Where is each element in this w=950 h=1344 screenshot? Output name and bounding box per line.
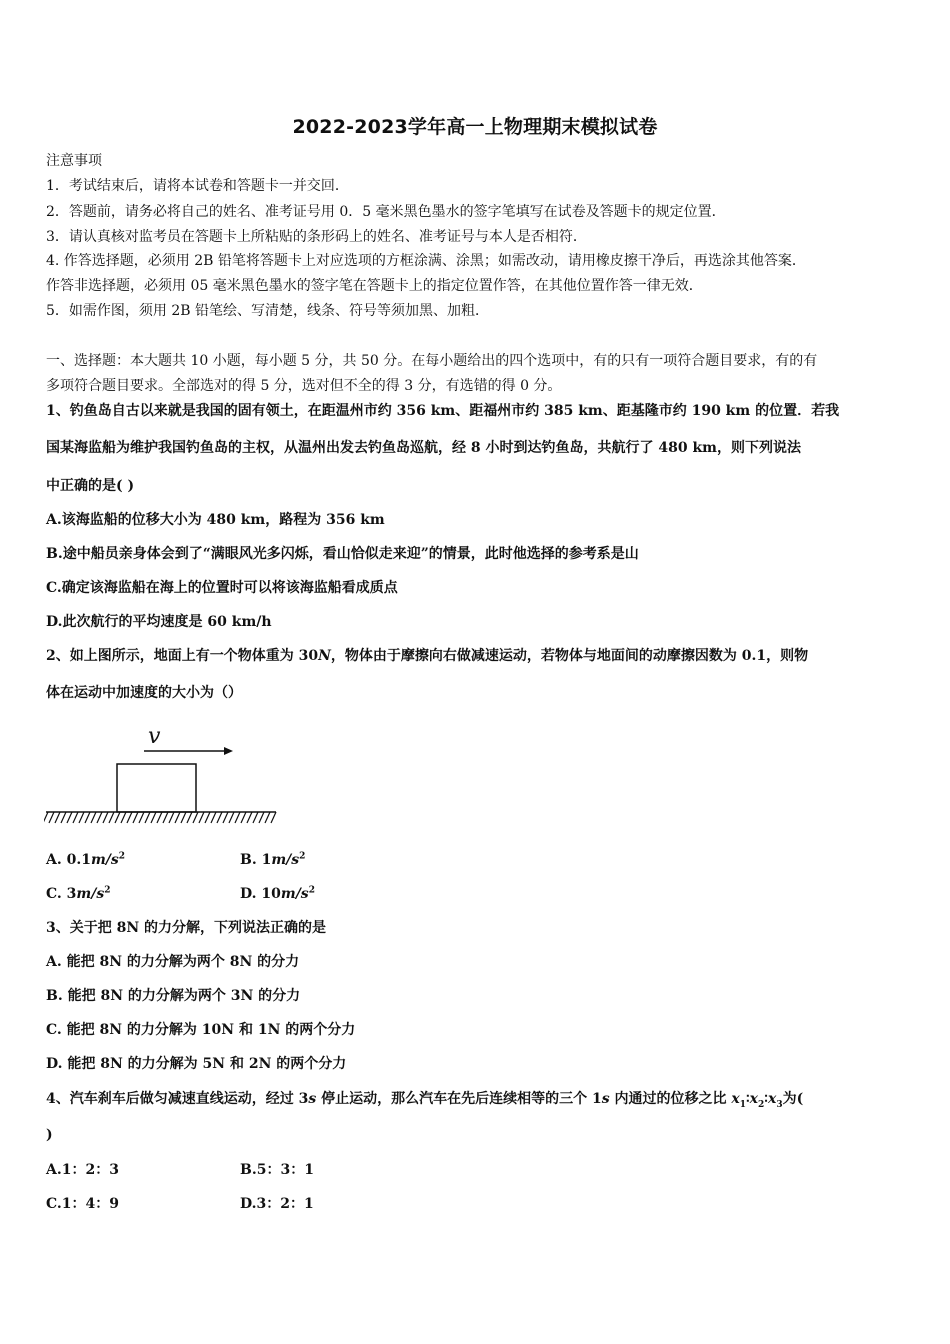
q4-stem-line2: ) (46, 1127, 53, 1143)
q1-stem-line1: 1、钓鱼岛自古以来就是我国的固有领土，在距温州市约 356 km、距福州市约 385 km、距基隆市约 190 km 的位置．若我 (46, 403, 840, 419)
q1-option-b: B.途中船员亲身体会到了“满眼风光多闪烁，看山恰似走来迎”的情景，此时他选择的参考系是山 (46, 546, 639, 562)
notes-item-5: 5．如需作图，须用 2B 铅笔绘、写清楚，线条、符号等须加黑、加粗． (46, 303, 490, 319)
q4-options-row1 (46, 1160, 314, 1180)
block-on-ground-diagram (44, 724, 284, 830)
section-heading-line2: 多项符合题目要求。全部选对的得 5 分，选对但不全的得 3 分，有选错的得 0 分。 (46, 378, 562, 394)
q2-option-c: C. $3m/s^2$ (46, 885, 111, 902)
q4-option-d: D.3：2：1 (240, 1196, 314, 1212)
page-title: 2022-2023学年高一上物理期末模拟试卷 (292, 116, 658, 138)
notes-item-4-cont: 作答非选择题，必须用 05 毫米黑色墨水的签字笔在答题卡上的指定位置作答，在其他位置作答一律无效． (46, 278, 703, 294)
block-shape (117, 764, 196, 812)
q4-option-c: C.1：4：9 (46, 1196, 119, 1212)
notes-heading: 注意事项 (46, 153, 102, 169)
notes-item-3: 3．请认真核对监考员在答题卡上所粘贴的条形码上的姓名、准考证号与本人是否相符． (46, 229, 587, 245)
q1-stem-line3: 中正确的是( ) (46, 478, 135, 494)
q4-stem-line1: 4、汽车刹车后做匀减速直线运动，经过 3s 停止运动，那么汽车在先后连续相等的三个 1s 内通过的位移之比 $x_1∶x_2∶x_3$为( (46, 1091, 804, 1110)
q1-stem-line2: 国某海监船为维护我国钓鱼岛的主权，从温州出发去钓鱼岛巡航，经 8 小时到达钓鱼岛，共航行了 480 km，则下列说法 (46, 440, 801, 456)
q2-option-d: D. $10m/s^2$ (240, 885, 315, 902)
q3-stem: 3、关于把 8N 的力分解，下列说法正确的是 (46, 920, 327, 936)
q2-options-row2 (46, 884, 315, 904)
velocity-label: v (148, 724, 161, 749)
q1-option-c: C.确定该海监船在海上的位置时可以将该海监船看成质点 (46, 580, 398, 596)
q4-option-a: A.1：2：3 (46, 1162, 119, 1178)
section-heading-line1: 一、选择题：本大题共 10 小题，每小题 5 分，共 50 分。在每小题给出的四个选项中，有的只有一项符合题目要求，有的有 (46, 353, 818, 369)
q2-options-row1 (46, 850, 306, 870)
q3-option-d: D. 能把 8N 的力分解为 5N 和 2N 的两个分力 (46, 1056, 347, 1072)
q3-option-b: B. 能把 8N 的力分解为两个 3N 的分力 (46, 988, 301, 1004)
q2-option-b: B. $1m/s^2$ (240, 851, 306, 868)
ground-hatch (44, 812, 276, 823)
notes-item-1: 1．考试结束后，请将本试卷和答题卡一并交回． (46, 178, 349, 194)
q4-options-row2 (46, 1194, 314, 1214)
notes-item-4: 4. 作答选择题，必须用 2B 铅笔将答题卡上对应选项的方框涂满、涂黑；如需改动，请用橡皮擦干净后，再选涂其他答案． (46, 253, 806, 269)
q1-option-d: D.此次航行的平均速度是 60 km/h (46, 614, 272, 630)
q4-option-b: B.5：3：1 (240, 1162, 314, 1178)
q1-option-a: A.该海监船的位移大小为 480 km，路程为 356 km (46, 512, 385, 528)
q2-stem-line2: 体在运动中加速度的大小为（） (46, 685, 242, 701)
q2-option-a: A. $0.1m/s^2$ (46, 851, 126, 868)
q2-stem-line1: 2、如上图所示，地面上有一个物体重为 30N，物体由于摩擦向右做减速运动，若物体与地面间的动摩擦因数为 0.1，则物 (46, 648, 809, 664)
notes-item-2: 2．答题前，请务必将自己的姓名、准考证号用 0．5 毫米黑色墨水的签字笔填写在试卷及答题卡的规定位置． (46, 204, 726, 220)
q3-option-a: A. 能把 8N 的力分解为两个 8N 的分力 (46, 954, 300, 970)
q3-option-c: C. 能把 8N 的力分解为 10N 和 1N 的两个分力 (46, 1022, 356, 1038)
